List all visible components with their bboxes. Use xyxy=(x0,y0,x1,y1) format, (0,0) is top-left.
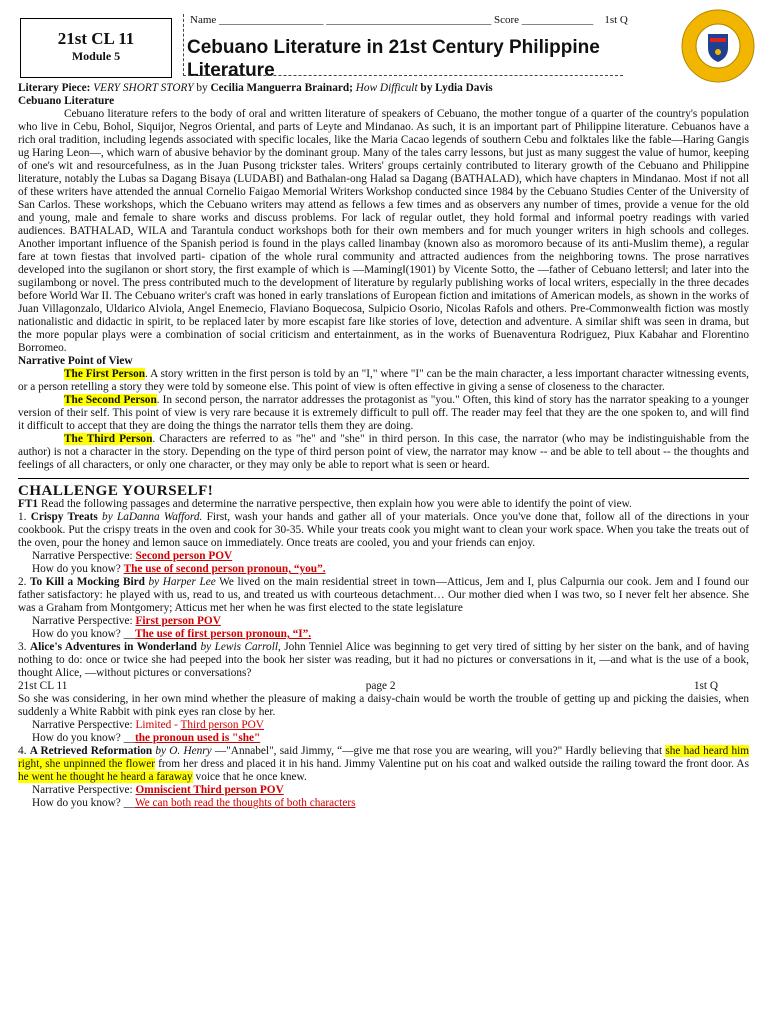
answer-4-how: How do you know? __We can both read the thoughts of both characters xyxy=(32,797,356,809)
name-score-line[interactable]: Name ___________________ ______________________________ Score _____________ 1st Q xyxy=(190,14,628,26)
highlight-she-heard: she had heard him right, she unpinned the flower xyxy=(18,745,750,770)
quarter-label: 1st Q xyxy=(604,14,628,26)
ft1-instructions: FT1 Read the following passages and determine the narrative perspective, then explain how you were able to identify the point of view. xyxy=(18,498,632,510)
challenge-heading: CHALLENGE YOURSELF! xyxy=(18,483,214,499)
section-heading-cebuano: Cebuano Literature xyxy=(18,95,115,107)
literary-piece-line: Literary Piece: VERY SHORT STORY by Cecilia Manguerra Brainard; How Difficult by Lydia Davis xyxy=(18,82,493,94)
answer-1-how: How do you know? The use of second person pronoun, “you”. xyxy=(32,563,326,575)
answer-3-perspective: Narrative Perspective: Limited - Third person POV xyxy=(32,719,264,731)
course-code: 21st CL 11 xyxy=(57,29,135,48)
course-box xyxy=(20,18,172,78)
pov-first-person: The First Person. A story written in the first person is told by an "I," where "I" can be the main character, a less important character witnessing events, or a person retelling a story they were told by someone else. This point of view is often effective in giving a sense of closeness to the character. xyxy=(18,368,749,393)
answer-4-perspective: Narrative Perspective: Omniscient Third person POV xyxy=(32,784,284,796)
highlight-he-thought: he went he thought he heard a faraway xyxy=(18,771,193,783)
answer-2-perspective: Narrative Perspective: First person POV xyxy=(32,615,221,627)
passage-3-continued: So she was considering, in her own mind whether the pleasure of making a daisy-chain would be worth the trouble of getting up and picking the daisies, when suddenly a White Rabbit with pink eyes ran close by her. xyxy=(18,693,749,718)
passage-3: 3. Alice's Adventures in Wonderland by Lewis Carroll, John Tenniel Alice was beginning to get very tired of sitting by her sister on the bank, and of having nothing to do: once or twice she had peeped into the book her sister was reading, but it had no pictures or conversations in it, —and what is the use of a book, thought Alice, —without pictures or conversations? xyxy=(18,641,749,679)
passage-1: 1. Crispy Treats by LaDanna Wafford. First, wash your hands and gather all of your materials. Once you've done that, follow all of the directions in your cookbook. Put the crispy treats in the oven and cook for 30-35. While your treats cook you might want to clean your work space. When you take the treats out of the oven, pour the honey and lemon sauce on immediately. Once treats are cooled, you and your friends can enjoy. xyxy=(18,511,750,549)
cebuano-paragraph: Cebuano literature refers to the body of oral and written literature of speakers of Cebuano, the mother tongue of a quarter of the country's population who live in Cebu, Bohol, Siquijor, Negros Oriental, and parts of Leyte and Mindanao. As such, it is an important part of Philippine literature. Cebuanos have a rich oral tradition, including legends associated with specific locales, like the Maria Cacao legends of southern Cebu and folktales like the fable—Haring Gangis ug Haring Leon—, which warn of abusive behavior by the dominant group. Many of the tales carry lessons, but just as many suggest the value of humor, keeping of one's wit and resourcefulness, as in the Juan Pusong trickster tales. Writers' groups certainly contributed to literary growth of the Cebuano and Philippine literature, notably the Lubas sa Dagang Bisaya (LUDABI) and Bathalan-ong Halad sa Dagang (BATHALAD), which have chapters in Mindanao. Most if not all of these writers have attended the annual Cornelio Faigao Memorial Writers Workshop conducted since 1984 by the Cebuano Studies Center of the University of San Carlos. These workshops, which the Cebuano writers may attend as fellows a few times and as observers any number of times, provide a venue for the old and young, male and female to share works and discuss problems. For lack of regular outlet, they hold formal and informal poetry readings with varied audiences. BATHALAD, WILA and Tarantula conduct workshops both for their own members and for much younger writers in high schools and colleges. Another important influence of the Spanish period is found in the plays called linambay (known also as moromoro because of its anti-Muslim theme), a regular fare at town fiestas that involved parti- cipation of the whole rural community and attracted audiences from the neighboring towns. The prose narratives developed into the sugilanon or short story, the first example of which is —Maming‖(1901) by Vicente Sotto, the —father of Cebuano letters‖; and later into the sugilambong or novel. The press contributed much to the development of literature by regularly publishing works of local writers, especially in the three decades before World War II. The Cebuano writer's craft was honed in early translations of European fiction and imitations of American models, as shown in the works of Juan Villagonzalo, Uldarico Alviola, Angel Enemecio, Flaviano Boquecosa, Sulpicio Osorio, Nicolas Rafols and others. Pre-Commonwealth fiction was mostly nationalistic and didactic in spirit, to be replaced later by more escapist fare like stories of love, detection and adventure. A similar shift was seen in drama, but the more popular plays were a combination of social criticism and entertainment, as in the works of Buenaventura Rodriguez, Piux Kabahar and Florentino Borromeo. xyxy=(18,108,749,354)
answer-2-how: How do you know? __The use of first person pronoun, “I”. xyxy=(32,628,312,640)
pov-second-person: The Second Person. In second person, the narrator addresses the protagonist as "you." Often, this kind of story has the narrator speaking to a younger version of their self. This point of view is very rare because it is extremely difficult to pull off. The reader may feel that they are the one spoken to, and will find it difficult to accept that they are doing the things the narrator tells them they are doing. xyxy=(18,394,749,432)
section-heading-pov: Narrative Point of View xyxy=(18,355,133,367)
pov-third-person: The Third Person. Characters are referred to as "he" and "she" in third person. In this case, the narrator (who may be indistinguishable from the author) is not a character in the story. Depending on the type of third person point of view, the narrator may know -- and be able to tell about -- the thoughts and feelings of all characters, or only one character, or they may only be able to report what is seen or heard. xyxy=(18,433,749,471)
answer-1-perspective: Narrative Perspective: Second person POV xyxy=(32,550,233,562)
document-body xyxy=(18,82,749,810)
module-label: Module 5 xyxy=(71,49,121,63)
answer-3-how: How do you know? __the pronoun used is "she" xyxy=(32,732,261,744)
section-divider xyxy=(18,478,749,479)
passage-4: 4. A Retrieved Reformation by O. Henry —"Annabel", said Jimmy, “—give me that rose you are wearing, will you?" Hardly believing that she had heard him right, she unpinned the flower from her dress and placed it in his hand. Jimmy Valentine put on his coat and walked outside the railing toward the front door. As he went he thought he heard a faraway voice that he once knew. xyxy=(18,745,750,783)
title-divider xyxy=(183,75,623,76)
page-title: Cebuano Literature in 21st Century Philippine Literature xyxy=(187,37,600,81)
header-divider xyxy=(183,14,184,76)
page-footer: 21st CL 11 page 2 1st Q xyxy=(18,680,718,692)
school-seal-icon xyxy=(680,8,756,84)
passage-2: 2. To Kill a Mocking Bird by Harper Lee We lived on the main residential street in town—Atticus, Jem and I, plus Calpurnia our cook. Jem and I found our father satisfactory: he played with us, read to us, and treated us with courteous detachment… Our mother died when I was two, so I never felt her absence. She was a Graham from Montgomery; Atticus met her when he was first elected to the state legislature xyxy=(18,576,749,614)
